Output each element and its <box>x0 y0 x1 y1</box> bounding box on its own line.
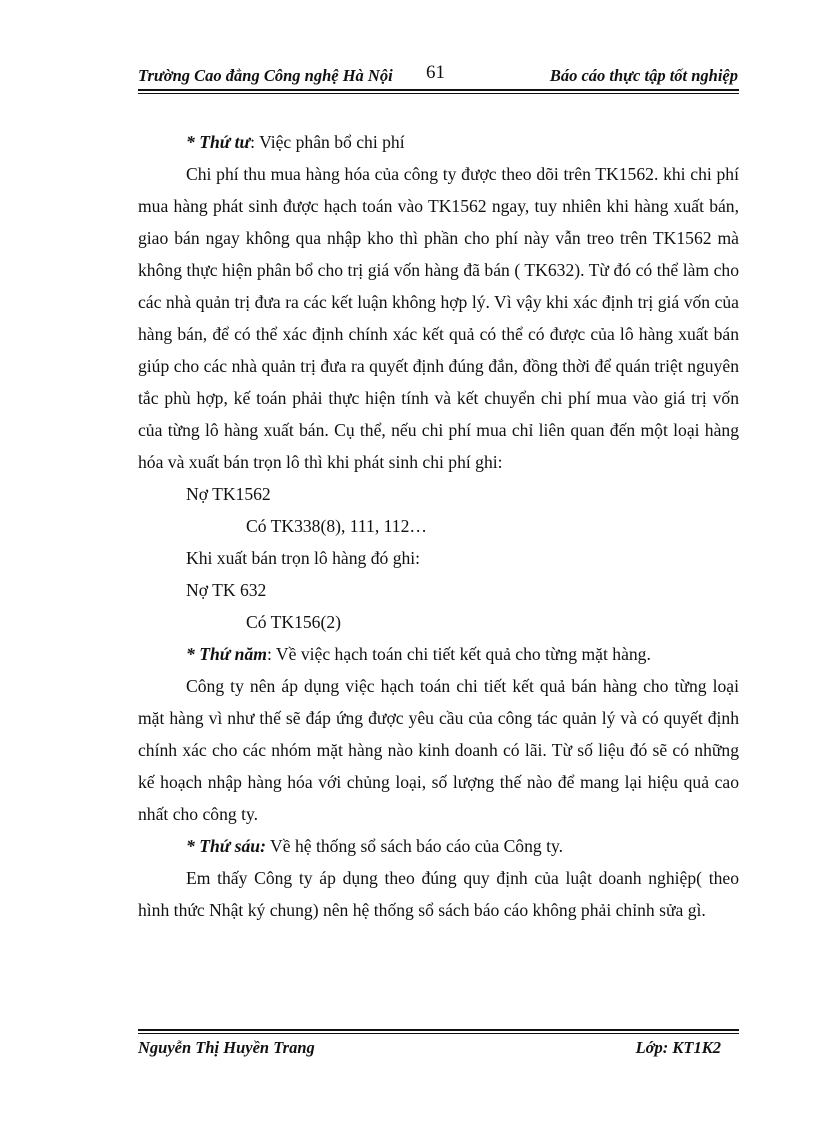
section-4-label: * Thứ tư <box>186 132 251 152</box>
header-rule <box>138 89 739 91</box>
section-6-heading <box>138 830 739 862</box>
paragraph-2: Khi xuất bán trọn lô hàng đó ghi: <box>186 548 421 568</box>
section-5-title: : Về việc hạch toán chi tiết kết quả cho từng mặt hàng. <box>266 644 651 664</box>
footer-rule-thin <box>138 1033 739 1034</box>
class-label: Lớp: KT1K2 <box>635 1038 721 1057</box>
entry-1-debit: Nợ TK1562 <box>186 484 271 504</box>
section-4-heading <box>138 126 739 158</box>
page-number: 61 <box>426 62 445 83</box>
page-footer <box>138 1038 739 1062</box>
section-5-heading <box>138 638 739 670</box>
footer-rule <box>138 1029 739 1031</box>
page-header <box>138 62 738 90</box>
section-4-title: : Việc phân bổ chi phí <box>250 132 405 152</box>
entry-2-debit: Nợ TK 632 <box>186 580 267 600</box>
section-6-label: * Thứ sáu: <box>186 836 266 856</box>
header-rule-thin <box>138 93 739 94</box>
entry-2-credit: Có TK156(2) <box>246 612 341 632</box>
section-5-label: * Thứ năm <box>186 644 267 664</box>
school-name: Trường Cao đẳng Công nghệ Hà Nội <box>138 66 393 85</box>
paragraph-1: Chi phí thu mua hàng hóa của công ty được theo dõi trên TK1562. khi chi phí mua hàng phát sinh được hạch toán vào TK1562 ngay, tuy nhiên khi hàng xuất bán, giao bán ngay không qua nhập kho thì phần cho phí này vẫn treo trên TK1562 mà không thực hiện phân bổ cho trị giá vốn hàng đã bán ( TK632). Từ đó có thể làm cho các nhà quản trị đưa ra các kết luận không hợp lý. Vì vậy khi xác định trị giá vốn của hàng bán, để có thể xác định chính xác kết quả có thể có được của lô hàng xuất bán giúp cho các nhà quản trị đưa ra quyết định đúng đắn, đồng thời để quán triệt nguyên tắc phù hợp, kế toán phải thực hiện tính và kết chuyển chi phí mua vào giá trị vốn của từng lô hàng xuất bán. Cụ thể, nếu chi phí mua chỉ liên quan đến một loại hàng hóa và xuất bán trọn lô thì khi phát sinh chi phí ghi: <box>138 164 739 472</box>
entry-1-credit: Có TK338(8), 111, 112… <box>246 516 427 536</box>
document-body <box>138 126 739 926</box>
author-name: Nguyễn Thị Huyền Trang <box>138 1038 315 1057</box>
paragraph-4: Em thấy Công ty áp dụng theo đúng quy định của luật doanh nghiệp( theo hình thức Nhật ký chung) nên hệ thống sổ sách báo cáo không phải chỉnh sửa gì. <box>138 868 739 920</box>
section-6-title: Về hệ thống sổ sách báo cáo của Công ty. <box>265 836 564 856</box>
report-title: Báo cáo thực tập tốt nghiệp <box>549 66 738 85</box>
paragraph-3: Công ty nên áp dụng việc hạch toán chi tiết kết quả bán hàng cho từng loại mặt hàng vì như thế sẽ đáp ứng được yêu cầu của công tác quản lý và có quyết định chính xác cho các nhóm mặt hàng nào kinh doanh có lãi. Từ số liệu đó sẽ có những kế hoạch nhập hàng hóa với chủng loại, số lượng thế nào để mang lại hiệu quả cao nhất cho công ty. <box>138 676 739 824</box>
